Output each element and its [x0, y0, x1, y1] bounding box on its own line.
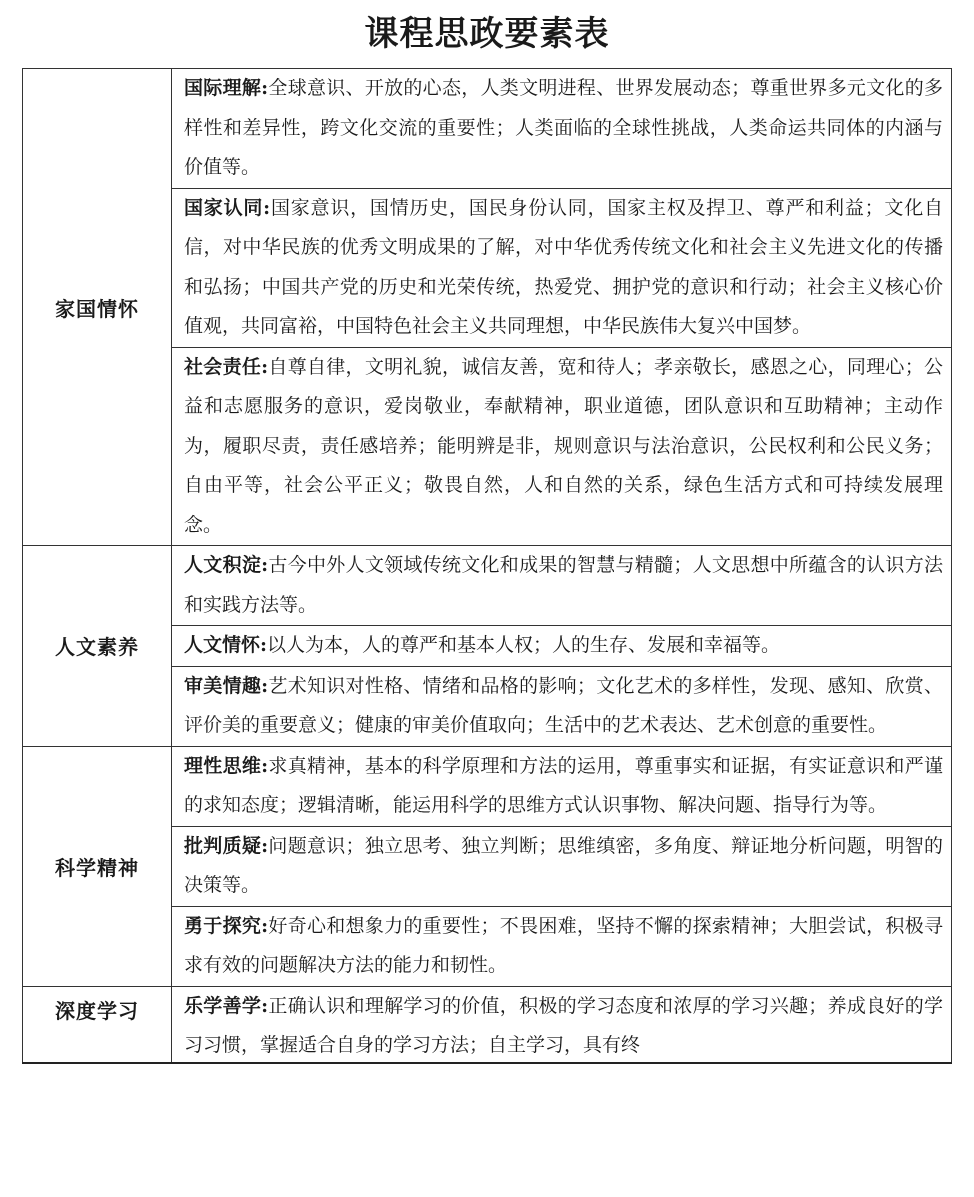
item-label: 批判质疑: — [184, 834, 269, 857]
item-label: 理性思维: — [184, 754, 269, 777]
category-cell: 科学精神 — [23, 746, 172, 986]
item-cell — [172, 746, 952, 826]
item-cell — [172, 906, 952, 986]
item-cell — [172, 666, 952, 746]
page-title: 课程思政要素表 — [364, 14, 610, 54]
item-cell — [172, 188, 952, 347]
item-label: 人文情怀: — [184, 634, 268, 656]
item-cell — [172, 546, 952, 626]
item-text: 艺术知识对性格、情绪和品格的影响；文化艺术的多样性，发现、感知、欣赏、评价美的重要意义；健康的审美价值取向；生活中的艺术表达、艺术创意的重要性。 — [184, 674, 943, 736]
category-cell: 家国情怀 — [23, 69, 172, 546]
item-text: 问题意识；独立思考、独立判断；思维缜密，多角度、辩证地分析问题，明智的决策等。 — [184, 834, 943, 896]
item-cell — [172, 626, 952, 667]
item-label: 国家认同: — [184, 196, 271, 219]
item-text: 好奇心和想象力的重要性；不畏困难，坚持不懈的探索精神；大胆尝试，积极寻求有效的问题解决方法的能力和韧性。 — [184, 914, 943, 976]
item-label: 国际理解: — [184, 77, 269, 99]
category-cell: 人文素养 — [23, 546, 172, 747]
table-row — [23, 546, 952, 626]
item-text: 正确认识和理解学习的价值，积极的学习态度和浓厚的学习兴趣；养成良好的学习习惯，掌握适合自身的学习方法；自主学习，具有终 — [184, 994, 943, 1056]
table-row — [23, 986, 952, 1063]
item-label: 社会责任: — [184, 355, 269, 378]
item-cell — [172, 69, 952, 189]
table-row — [23, 746, 952, 826]
category-cell: 深度学习 — [23, 986, 172, 1063]
item-label: 审美情趣: — [184, 674, 269, 697]
item-text: 古今中外人文领域传统文化和成果的智慧与精髓；人文思想中所蕴含的认识方法和实践方法等。 — [184, 554, 943, 616]
item-cell — [172, 826, 952, 906]
item-label: 勇于探究: — [184, 914, 269, 937]
item-label: 人文积淀: — [184, 554, 269, 576]
item-text: 全球意识、开放的心态，人类文明进程、世界发展动态；尊重世界多元文化的多样性和差异性，跨文化交流的重要性；人类面临的全球性挑战，人类命运共同体的内涵与价值等。 — [184, 77, 943, 178]
item-cell — [172, 986, 952, 1063]
table-row — [23, 69, 952, 189]
elements-table — [22, 68, 952, 1064]
item-cell — [172, 347, 952, 546]
item-label: 乐学善学: — [184, 994, 269, 1017]
item-text: 以人为本，人的尊严和基本人权；人的生存、发展和幸福等。 — [267, 634, 781, 656]
item-text: 自尊自律，文明礼貌，诚信友善，宽和待人；孝亲敬长，感恩之心，同理心；公益和志愿服务的意识，爱岗敬业，奉献精神，职业道德，团队意识和互助精神；主动作为，履职尽责，责任感培养；能明辨是非，规则意识与法治意识，公民权利和公民义务；自由平等，社会公平正义；敬畏自然，人和自然的关系，绿色生活方式和可持续发展理念。 — [184, 355, 943, 536]
item-text: 国家意识，国情历史，国民身份认同，国家主权及捍卫、尊严和利益；文化自信，对中华民族的优秀文明成果的了解，对中华优秀传统文化和社会主义先进文化的传播和弘扬；中国共产党的历史和光荣传统，热爱党、拥护党的意识和行动；社会主义核心价值观，共同富裕，中国特色社会主义共同理想，中华民族伟大复兴中国梦。 — [184, 196, 943, 337]
item-text: 求真精神，基本的科学原理和方法的运用，尊重事实和证据，有实证意识和严谨的求知态度；逻辑清晰，能运用科学的思维方式认识事物、解决问题、指导行为等。 — [184, 754, 943, 816]
